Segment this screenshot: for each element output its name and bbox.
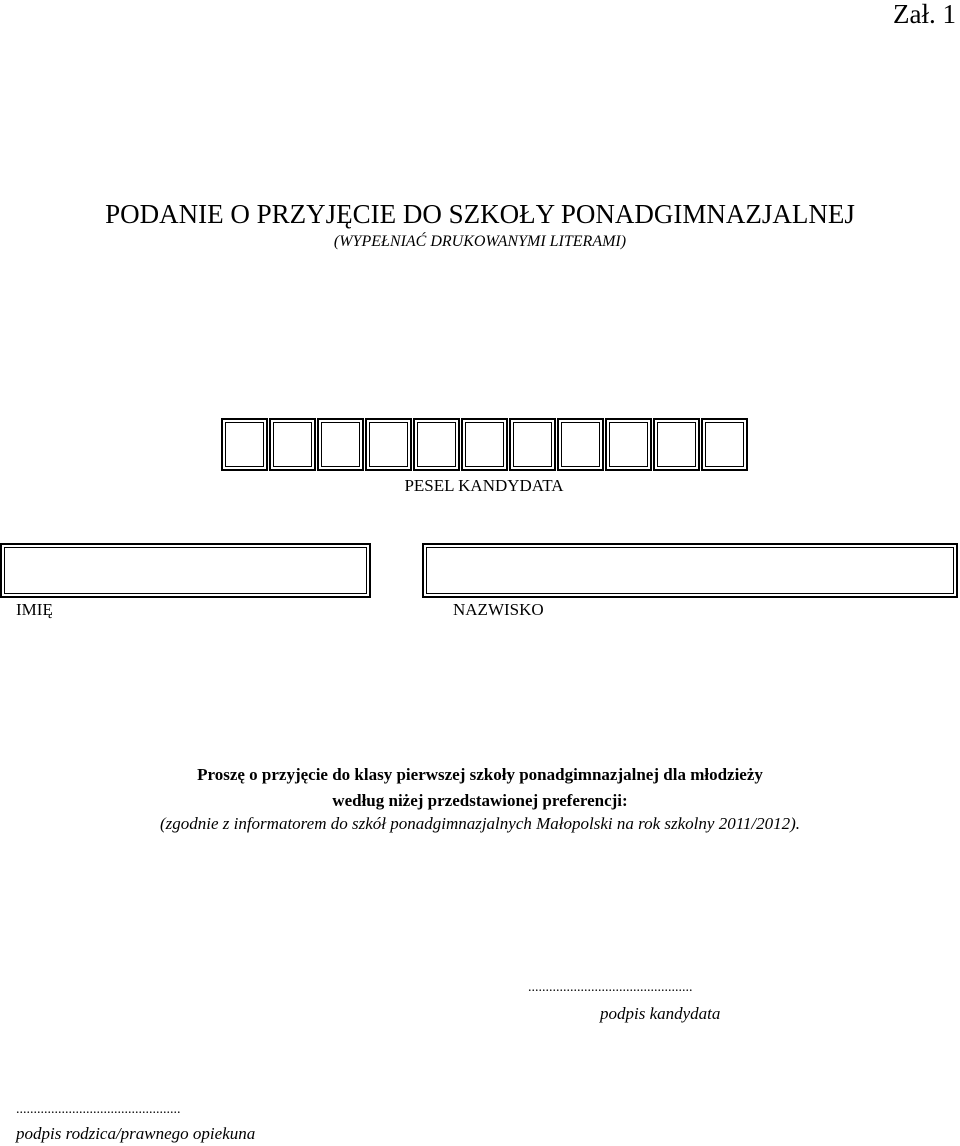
parent-signature-line[interactable]: ............................................... [16, 1102, 181, 1117]
pesel-digit-box-1[interactable] [221, 418, 268, 471]
attachment-number: Zał. 1 [893, 0, 956, 29]
first-name-field[interactable] [0, 543, 371, 598]
pesel-label: PESEL KANDYDATA [404, 476, 564, 495]
pesel-digit-box-8[interactable] [557, 418, 604, 471]
last-name-label: NAZWISKO [453, 600, 544, 619]
pesel-input-row [221, 418, 747, 473]
candidate-signature-label: podpis kandydata [600, 1004, 721, 1023]
pesel-digit-box-4[interactable] [365, 418, 412, 471]
form-subtitle: (WYPEŁNIAĆ DRUKOWANYMI LITERAMI) [333, 233, 627, 250]
pesel-digit-box-5[interactable] [413, 418, 460, 471]
pesel-digit-box-6[interactable] [461, 418, 508, 471]
request-text-line-1: Proszę o przyjęcie do klasy pierwszej szkoły ponadgimnazjalnej dla młodzieży [197, 765, 763, 784]
form-title: PODANIE O PRZYJĘCIE DO SZKOŁY PONADGIMNAZJALNEJ [105, 199, 855, 229]
pesel-digit-box-9[interactable] [605, 418, 652, 471]
pesel-digit-box-2[interactable] [269, 418, 316, 471]
last-name-field[interactable] [422, 543, 958, 598]
candidate-signature-line[interactable]: ............................................... [528, 980, 693, 995]
first-name-label: IMIĘ [16, 600, 53, 619]
pesel-digit-box-7[interactable] [509, 418, 556, 471]
request-text-line-2: według niżej przedstawionej preferencji: [332, 791, 628, 810]
parent-signature-label: podpis rodzica/prawnego opiekuna [16, 1124, 256, 1143]
request-note: (zgodnie z informatorem do szkół ponadgimnazjalnych Małopolski na rok szkolny 2011/2012). [159, 814, 801, 833]
pesel-digit-box-3[interactable] [317, 418, 364, 471]
pesel-digit-box-11[interactable] [701, 418, 748, 471]
pesel-digit-box-10[interactable] [653, 418, 700, 471]
